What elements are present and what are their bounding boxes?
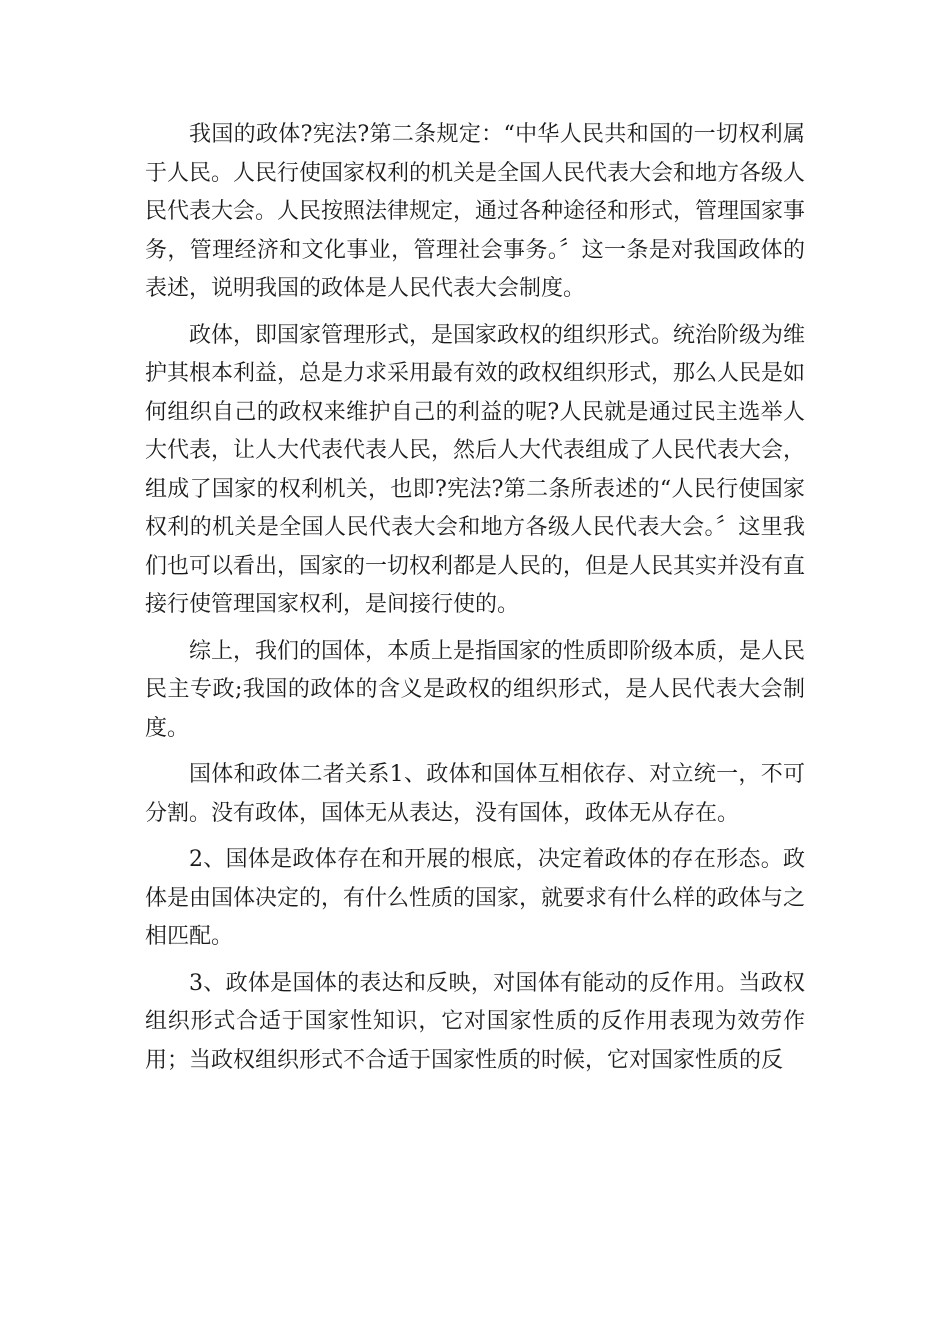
- paragraph-1: 我国的政体?宪法?第二条规定：“中华人民共和国的一切权利属于人民。人民行使国家权利的机关是全国人民代表大会和地方各级人民代表大会。人民按照法律规定，通过各种途径和形式，管理国家事务，管理经济和文化事业，管理社会事务。〞这一条是对我国政体的表述，说明我国的政体是人民代表大会制度。: [145, 122, 806, 301]
- paragraph-3: 综上，我们的国体，本质上是指国家的性质即阶级本质，是人民民主专政;我国的政体的含义是政权的组织形式，是人民代表大会制度。: [145, 638, 806, 741]
- paragraph-4: 国体和政体二者关系1、政体和国体互相依存、对立统一，不可分割。没有政体，国体无从表达，没有国体，政体无从存在。: [145, 762, 805, 826]
- paragraph-6: 3、政体是国体的表达和反映，对国体有能动的反作用。当政权组织形式合适于国家性知识，它对国家性质的反作用表现为效劳作用；当政权组织形式不合适于国家性质的时候，它对国家性质的反: [145, 970, 805, 1073]
- document-body: [145, 116, 805, 1088]
- paragraph-2: 政体，即国家管理形式，是国家政权的组织形式。统治阶级为维护其根本利益，总是力求采用最有效的政权组织形式，那么人民是如何组织自己的政权来维护自己的利益的呢?人民就是通过民主选举人大代表，让人大代表代表人民，然后人大代表组成了人民代表大会，组成了国家的权利机关，也即?宪法?第二条所表述的“人民行使国家权利的机关是全国人民代表大会和地方各级人民代表大会。〞这里我们也可以看出，国家的一切权利都是人民的，但是人民其实并没有直接行使管理国家权利，是间接行使的。: [145, 322, 806, 617]
- paragraph-5: 2、国体是政体存在和开展的根底，决定着政体的存在形态。政体是由国体决定的，有什么性质的国家，就要求有什么样的政体与之相匹配。: [145, 847, 806, 949]
